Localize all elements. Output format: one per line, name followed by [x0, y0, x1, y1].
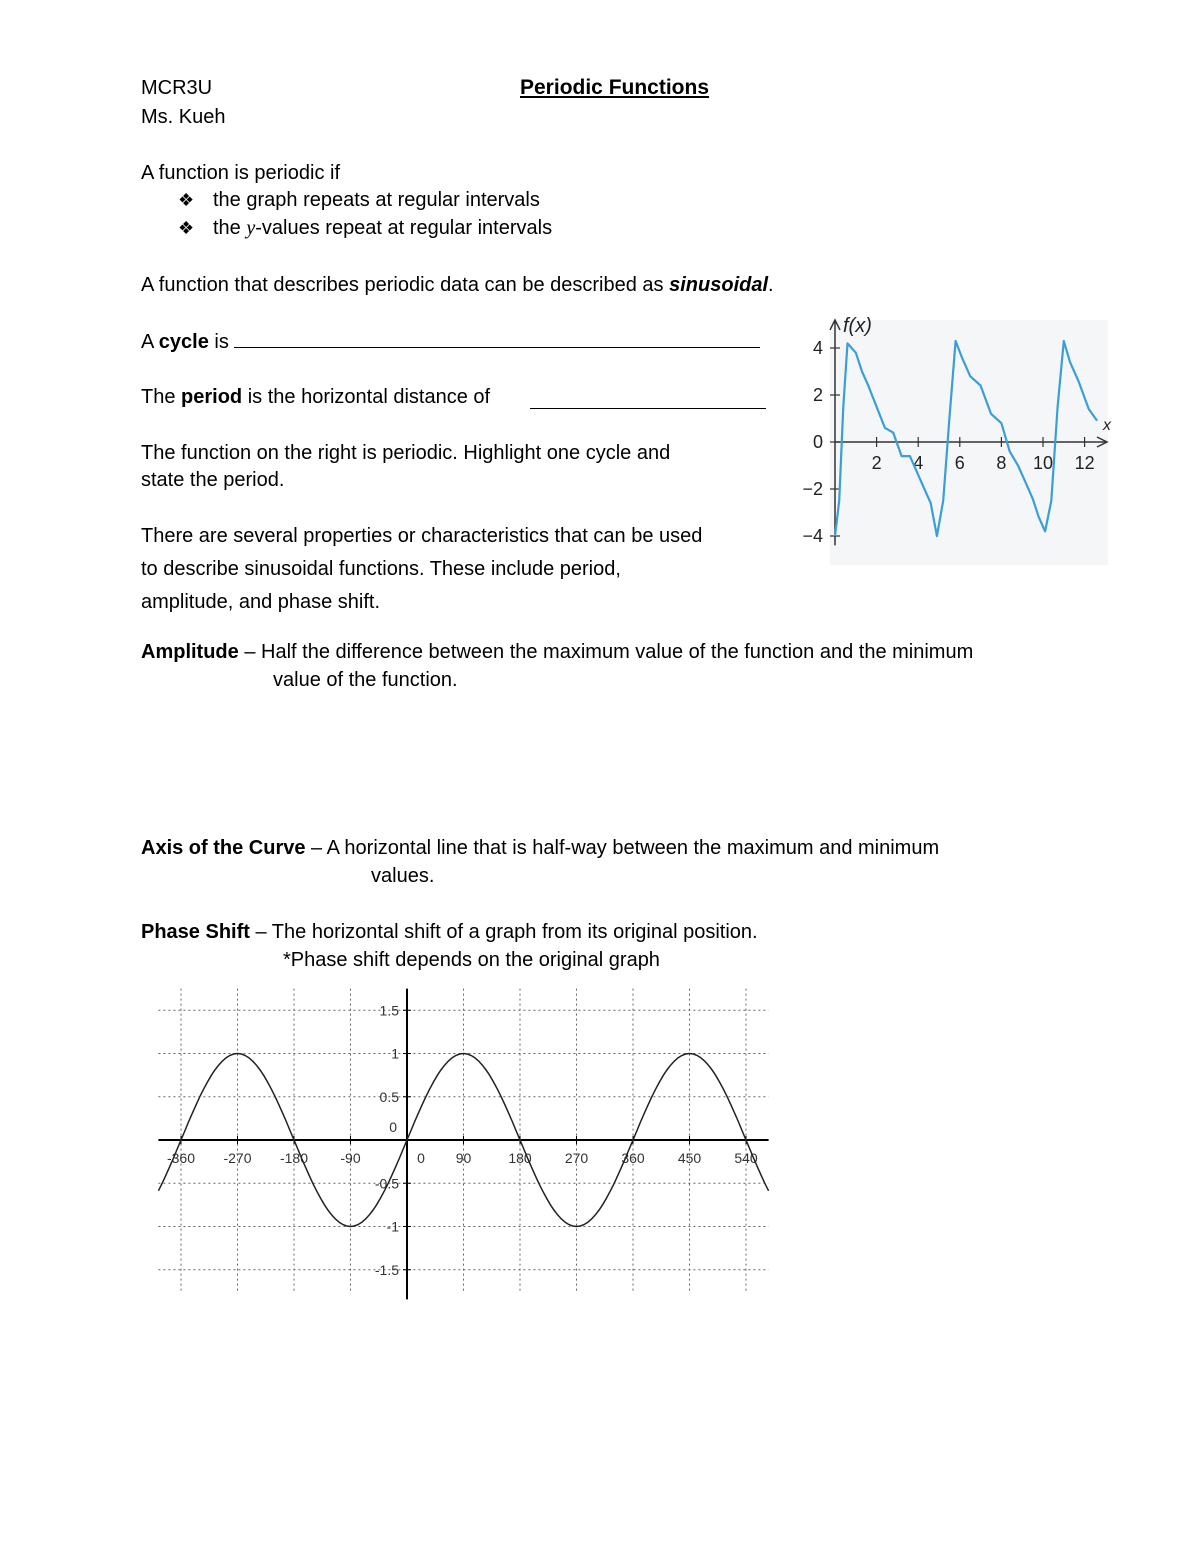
y-tick-label: 4	[812, 338, 823, 358]
course-code: MCR3U	[141, 77, 213, 99]
y-tick-label: 0	[812, 432, 823, 452]
period-blank-line[interactable]	[530, 390, 766, 409]
x-tick-label: -270	[223, 1150, 252, 1166]
x-tick-label: 180	[508, 1150, 532, 1166]
y-tick-label: -1.5	[374, 1261, 399, 1278]
periodic-intro: A function is periodic if	[141, 162, 340, 184]
cycle-blank-line[interactable]	[234, 329, 760, 348]
diamond-bullet-icon: ❖	[178, 218, 195, 238]
x-tick-label: 450	[677, 1150, 702, 1166]
x-tick-label: 270	[564, 1150, 589, 1166]
y-tick-label: 0.5	[379, 1088, 399, 1105]
amplitude-definition: Amplitude – Half the difference between the maximum value of the function and the minimum	[141, 641, 974, 663]
y-tick-label: -0.5	[374, 1175, 399, 1192]
phase-shift-note: *Phase shift depends on the original graph	[283, 949, 660, 971]
sine-wave-graph	[150, 980, 780, 1295]
exercise-line-1: The function on the right is periodic. Highlight one cycle and	[141, 442, 671, 464]
x-tick-label: 2	[871, 453, 882, 473]
y-tick-label: 1.5	[379, 1002, 399, 1019]
diamond-bullet-icon: ❖	[178, 190, 195, 210]
x-tick-label: 540	[734, 1150, 758, 1166]
phase-shift-definition: Phase Shift – The horizontal shift of a graph from its original position.	[141, 921, 758, 943]
sinusoidal-sentence: A function that describes periodic data can be described as sinusoidal.	[141, 274, 774, 296]
properties-line-3: amplitude, and phase shift.	[141, 591, 381, 613]
period-definition: The period is the horizontal distance of	[141, 386, 491, 408]
y-tick-label: 1	[391, 1045, 399, 1062]
x-tick-label: 6	[954, 453, 965, 473]
x-tick-label: -360	[166, 1150, 196, 1166]
properties-line-1: There are several properties or characteristics that can be used	[141, 525, 703, 547]
bullet-item-2: the y-values repeat at regular intervals	[213, 217, 553, 239]
axis-of-curve-definition: Axis of the Curve – A horizontal line that is half-way between the maximum and minimum	[141, 837, 940, 859]
y-tick-label: −4	[802, 526, 823, 546]
x-tick-label: 4	[913, 453, 924, 473]
cycle-definition: A cycle is	[141, 329, 760, 354]
periodic-function-graph	[780, 315, 1110, 570]
y-tick-label: 2	[812, 385, 823, 405]
properties-line-2: to describe sinusoidal functions. These include period,	[141, 558, 621, 580]
x-tick-label: -180	[279, 1150, 309, 1166]
y-tick-label: −2	[802, 479, 823, 499]
amplitude-definition-cont: value of the function.	[273, 669, 458, 691]
exercise-line-2: state the period.	[141, 469, 285, 491]
x-tick-label: -90	[340, 1150, 361, 1166]
x-tick-label: 8	[996, 453, 1007, 473]
y-tick-label: -1	[386, 1218, 399, 1235]
x-tick-label: 90	[455, 1150, 472, 1166]
y-tick-label: 0	[389, 1119, 397, 1135]
axis-of-curve-definition-cont: values.	[371, 865, 435, 887]
x-tick-label: 12	[1074, 453, 1095, 473]
page-title: Periodic Functions	[520, 76, 710, 99]
x-tick-label: 360	[621, 1150, 645, 1166]
x-axis-label: x	[1103, 417, 1111, 434]
x-tick-label: 0	[417, 1150, 425, 1166]
x-tick-label: 10	[1032, 453, 1054, 473]
bullet-item-1: the graph repeats at regular intervals	[213, 189, 540, 211]
y-axis-label: f(x)	[843, 314, 872, 337]
teacher-name: Ms. Kueh	[141, 106, 226, 128]
